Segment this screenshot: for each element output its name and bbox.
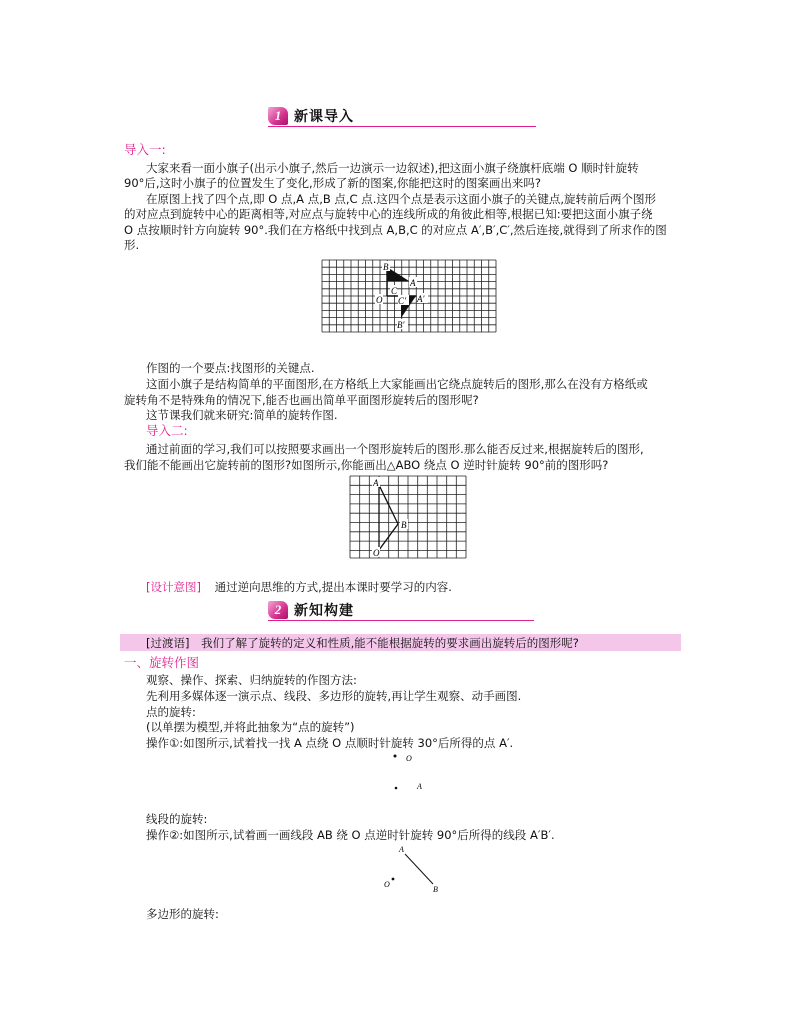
section-rule	[268, 126, 536, 127]
label-O: O	[406, 754, 412, 763]
intro1-after3: 这节课我们就来研究:简单的旋转作图.	[146, 408, 338, 422]
intro1-para2-line4: 形.	[124, 238, 140, 252]
point-rotation-figure	[385, 750, 435, 795]
label-B: B	[433, 885, 438, 894]
label-C-prime: C′	[398, 296, 406, 306]
part1-heading: 一、旋转作图	[124, 655, 200, 670]
part1-line1: 观察、操作、探索、归纳旋转的作图方法:	[146, 673, 357, 687]
part1-line4: (以单摆为模型,并将此抽象为“点的旋转”)	[146, 720, 355, 734]
segment-rotation-title: 线段的旋转:	[146, 812, 208, 826]
intro2-line2: 我们能不能画出它旋转前的图形?如图所示,你能画出△ABO 绕点 O 逆时针旋转 90°前的图形吗?	[124, 458, 609, 472]
intro2-label: 导入二:	[146, 423, 188, 438]
intro1-after2-line1: 这面小旗子是结构简单的平面图形,在方格纸上大家能画出它绕点旋转后的图形,那么在没有方格纸或	[146, 377, 648, 391]
section-title: 新知构建	[294, 603, 354, 619]
intro1-para2-line3: O 点按顺时针方向旋转 90°.我们在方格纸中找到点 A,B,C 的对应点 A′,B′,C′,然后连接,就得到了所求作的图	[124, 223, 667, 237]
intro1-label: 导入一:	[124, 142, 166, 157]
op2-instruction: 操作②:如图所示,试着画一画线段 AB 绕 O 点逆时针旋转 90°后所得的线段 A′B′.	[146, 828, 555, 842]
transition-line	[146, 636, 579, 651]
design-intent-tag: [设计意图]	[146, 580, 201, 594]
intro1-para2-line2: 的对应点到旋转中心的距离相等,对应点与旋转中心的连线所成的角彼此相等,根据已知:要把这面小旗子绕	[124, 207, 653, 221]
design-intent-text: 通过逆向思维的方式,提出本课时要学习的内容.	[214, 580, 452, 594]
section-rule	[268, 620, 534, 621]
part1-line3: 点的旋转:	[146, 705, 196, 719]
segment-rotation-figure	[376, 842, 448, 894]
label-A: A	[399, 845, 404, 854]
intro1-para2-line1: 在原图上找了四个点,即 O 点,A 点,B 点,C 点.这四个点是表示这面小旗子的关键点,旋转前后两个图形	[146, 192, 657, 206]
intro1-after2-line2: 旋转角不是特殊角的情况下,能否也画出简单平面图形旋转后的图形呢?	[124, 393, 479, 407]
section-number-badge: 1	[268, 107, 288, 125]
label-O: O	[376, 295, 383, 305]
label-A: A	[373, 478, 379, 488]
label-A: A	[417, 782, 422, 791]
intro1-para1-line1: 大家来看一面小旗子(出示小旗子,然后一边演示一边叙述),把这面小旗子绕旗杆底端 O 顺时针旋转	[146, 161, 639, 175]
transition-tag: [过渡语]	[146, 636, 190, 650]
triangle-abo-figure	[348, 474, 468, 560]
label-B-prime: B′	[397, 320, 405, 330]
label-A: A	[410, 278, 416, 288]
point-O	[394, 755, 397, 758]
design-intent	[146, 580, 452, 595]
part1-line2: 先利用多媒体逐一演示点、线段、多边形的旋转,再让学生观察、动手画图.	[146, 689, 522, 703]
op1-instruction: 操作①:如图所示,试着找一找 A 点绕 O 点顺时针旋转 30°后所得的点 A′.	[146, 736, 514, 750]
intro2-line1: 通过前面的学习,我们可以按照要求画出一个图形旋转后的图形.那么能否反过来,根据旋转后的图形,	[146, 442, 644, 456]
section-title: 新课导入	[294, 109, 354, 125]
segment-AB	[405, 854, 433, 884]
intro1-after1: 作图的一个要点:找图形的关键点.	[146, 361, 315, 375]
point-A	[395, 787, 398, 790]
label-A-prime: A′	[417, 294, 425, 304]
label-B: B	[383, 262, 389, 272]
transition-text: 我们了解了旋转的定义和性质,能不能根据旋转的要求画出旋转后的图形呢?	[201, 636, 579, 650]
polygon-rotation-title: 多边形的旋转:	[146, 907, 219, 921]
point-O	[392, 878, 395, 881]
section-number-badge: 2	[268, 601, 288, 619]
section-header-1	[268, 106, 354, 126]
section-header-2	[268, 600, 354, 620]
label-O: O	[373, 548, 380, 558]
intro1-para1-line2: 90°后,这时小旗子的位置发生了变化,形成了新的图案,你能把这时的图案画出来吗?	[124, 176, 541, 190]
label-C: C	[391, 286, 398, 296]
label-B: B	[401, 520, 407, 530]
label-O: O	[384, 880, 390, 889]
grid	[350, 476, 466, 558]
flag-rotation-figure	[320, 258, 498, 336]
